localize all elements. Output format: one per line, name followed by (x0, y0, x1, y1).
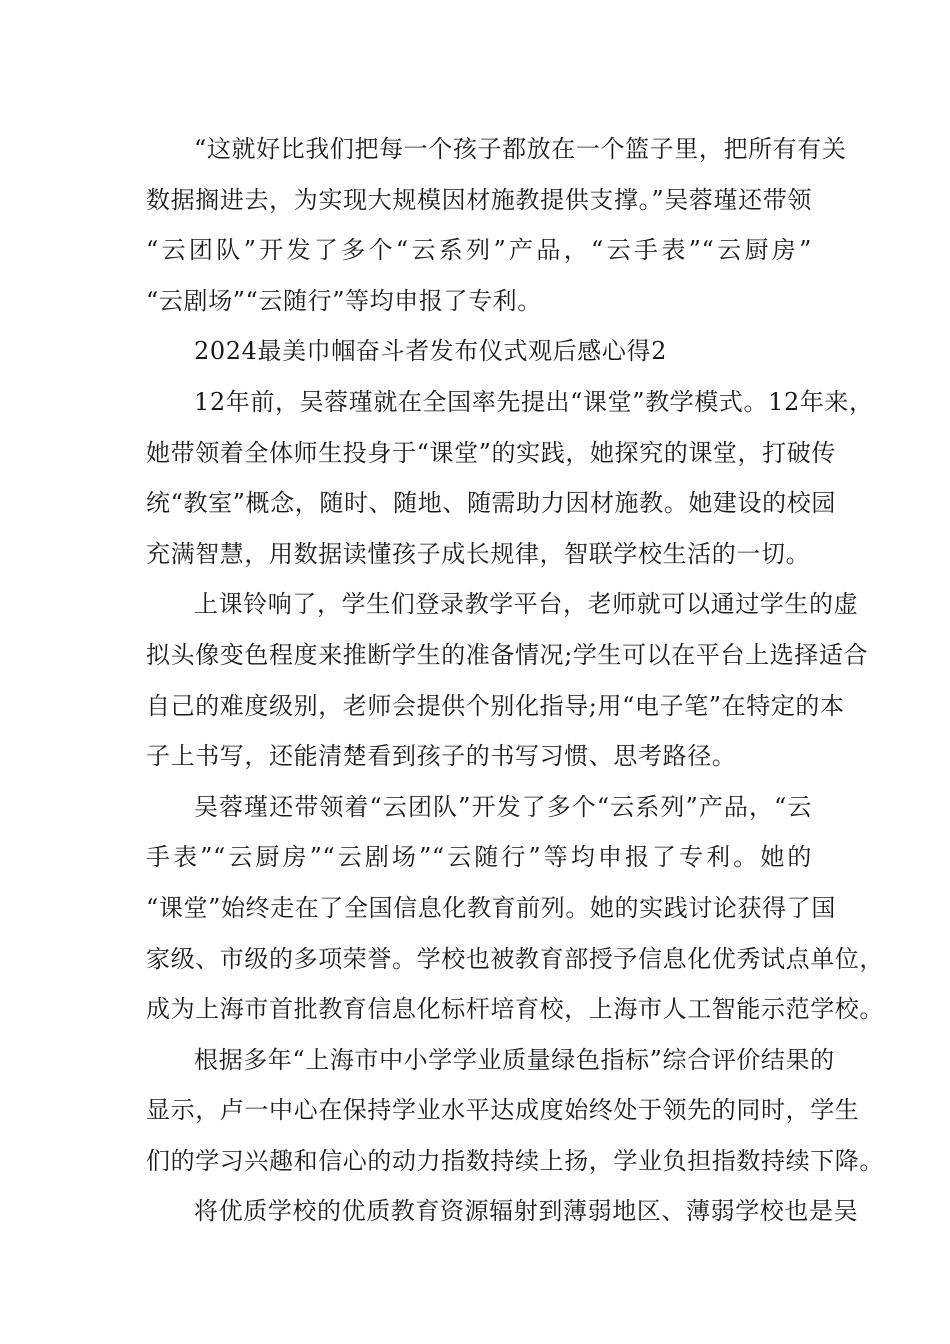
text-line: 家级、市级的多项荣誉。学校也被教育部授予信息化优秀试点单位， (146, 944, 884, 973)
text-line: 统“教室”概念，随时、随地、随需助力因材施教。她建设的校园 (146, 489, 836, 518)
text-line: “这就好比我们把每一个孩子都放在一个篮子里，把所有有关 (194, 135, 847, 163)
text-line: 们的学习兴趣和信心的动力指数持续上扬，学业负担指数持续下降。 (146, 1146, 884, 1175)
text-line: “课堂”始终走在了全国信息化教育前列。她的实践讨论获得了国 (146, 893, 836, 922)
text-line: 将优质学校的优质教育资源辐射到薄弱地区、薄弱学校也是吴 (194, 1197, 859, 1226)
text-line: “云团队”开发了多个“云系列”产品，“云手表”“云厨房” (146, 236, 812, 265)
text-line: 显示，卢一中心在保持学业水平达成度始终处于领先的同时，学生 (146, 1096, 860, 1125)
paragraph (146, 377, 874, 579)
text-line: 12年前，吴蓉瑾就在全国率先提出“课堂”教学模式。12年来， (194, 387, 874, 416)
text-line: 拟头像变色程度来推断学生的准备情况;学生可以在平台上选择适合 (146, 640, 869, 669)
section-heading (146, 326, 812, 377)
text-line: 成为上海市首批教育信息化标杆培育校，上海市人工智能示范学校。 (146, 995, 884, 1024)
text-line: 子上书写，还能清楚看到孩子的书写习惯、思考路径。 (146, 742, 737, 771)
text-line: 吴蓉瑾还带领着“云团队”开发了多个“云系列”产品，“云 (194, 792, 812, 821)
text-line: 手表”“云厨房”“云剧场”“云随行”等均申报了专利。她的 (146, 843, 812, 872)
paragraph (146, 1035, 884, 1187)
paragraph (146, 124, 847, 326)
text-line: 根据多年“上海市中小学学业质量绿色指标”综合评价结果的 (194, 1045, 835, 1074)
paragraph (146, 1186, 859, 1237)
text-line: 数据搁进去，为实现大规模因材施教提供支撑。”吴蓉瑾还带领 (146, 185, 812, 214)
document-body (146, 124, 884, 1237)
text-line: “云剧场”“云随行”等均申报了专利。 (146, 286, 542, 315)
heading-line: 2024最美巾帼奋斗者发布仪式观后感心得2 (194, 337, 667, 366)
text-line: 她带领着全体师生投身于“课堂”的实践，她探究的课堂，打破传 (146, 438, 836, 467)
text-line: 自己的难度级别，老师会提供个别化指导;用“电子笔”在特定的本 (146, 691, 845, 720)
text-line: 上课铃响了，学生们登录教学平台，老师就可以通过学生的虚 (194, 590, 859, 619)
text-line: 充满智慧，用数据读懂孩子成长规律，智联学校生活的一切。 (146, 539, 811, 568)
paragraph (146, 579, 869, 781)
paragraph (146, 782, 884, 1035)
